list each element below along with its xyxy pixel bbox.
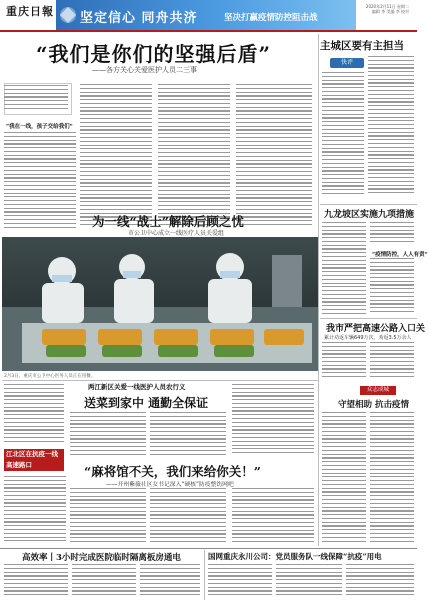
right-rule-1	[320, 204, 417, 205]
column-divider	[318, 34, 319, 546]
bottom-left-col-2	[72, 564, 136, 598]
lead-section-title: “我在一线，孩子交给我们”	[6, 124, 73, 130]
bottom-left-col-3	[140, 564, 200, 598]
bottom-left-headline: 高效率丨3小时完成医院临时隔离板房通电	[22, 553, 181, 563]
lower-deck: ——开州紫薇社区女书记深入“硬核”防疫整饬网吧	[106, 482, 234, 488]
lead-deck: ——各方关心关爱医护人员二三事	[92, 66, 197, 74]
right-head-4: 守望相助 抗击疫情	[338, 400, 409, 410]
masthead	[0, 0, 417, 30]
right-head-2: 九龙坡区实施九项措施	[324, 210, 415, 220]
right-tag: 众志成城	[360, 386, 396, 395]
lead-inset-text	[4, 85, 68, 113]
right-col-b	[368, 56, 414, 200]
right-head-1: 主城区要有主担当	[320, 40, 404, 52]
lead-column-3	[158, 84, 230, 232]
mid-column-1	[4, 384, 64, 444]
lead-column-2	[80, 84, 152, 232]
right-col-d	[370, 258, 414, 316]
lower-column-1	[70, 488, 146, 546]
photo-illustration	[2, 237, 318, 371]
middle-headline: 为一线“战士”解除后顾之忧	[92, 214, 244, 229]
right-quote: “疫情防控，人人有责”	[372, 252, 428, 258]
issue-meta	[366, 4, 409, 14]
right-head-3: 我市严把高速公路入口关	[326, 324, 426, 334]
right-rule-2	[320, 318, 417, 319]
banner-headline: 坚定信心 同舟共济	[80, 11, 198, 26]
banner-subheadline: 坚决打赢疫情防控阻击战	[224, 13, 318, 23]
section-rule	[2, 380, 318, 381]
news-photo	[2, 237, 318, 371]
right-deck-3: 累计劝返车辆649万次，劝返3.5万余人	[324, 335, 412, 341]
lower-headline: “麻将馆不关，我们来给你关！”	[84, 464, 261, 479]
left-tag-text: 江北区在抗疫一线 高速路口	[6, 450, 58, 469]
topic-banner	[56, 0, 356, 30]
issue-date: 2020年2月11日 星期二	[365, 4, 409, 9]
right-col-e	[322, 342, 366, 382]
right-col-a	[322, 72, 364, 200]
mid-column-3	[150, 412, 226, 458]
bottom-right-headline: 国网重庆永川公司：党员服务队一线保障“抗疫”用电	[208, 552, 382, 561]
issue-editors: 编辑 李 美编 李 校对	[371, 9, 409, 14]
bottom-left-col-1	[4, 564, 68, 598]
left-tag	[4, 449, 64, 471]
lead-headline: “我们是你们的坚强后盾”	[36, 42, 272, 66]
mid-headline: 送菜到家中 通勤全保证	[84, 396, 209, 410]
right-col-d-top	[370, 222, 414, 244]
right-col-g	[322, 412, 366, 546]
bottom-divider	[204, 550, 205, 600]
bottom-right-col-1	[208, 564, 272, 598]
middle-deck: 市公卫中心成立一线医疗人员关爱组	[128, 230, 225, 237]
newspaper-logo: 重庆日報	[6, 5, 54, 18]
bottom-right-col-3	[346, 564, 414, 598]
bottom-right-col-2	[276, 564, 342, 598]
lead-column-1	[4, 132, 76, 232]
header-rule	[0, 30, 417, 32]
bottom-rule	[0, 548, 417, 549]
commentary-badge: 快评	[330, 58, 364, 68]
lower-column-2	[150, 488, 226, 546]
mid-subtitle: 两江新区关爱一线医护人员农行义	[88, 383, 186, 391]
left-tag-text-column	[4, 476, 66, 546]
mid-column-4	[232, 384, 314, 458]
right-col-f	[370, 342, 414, 382]
right-col-h	[370, 412, 414, 546]
mid-column-2	[70, 412, 146, 458]
right-col-c	[322, 222, 366, 316]
photo-caption: 2月3日，重庆市公卫中心医务人员正在用餐。	[4, 374, 96, 379]
lower-column-3	[232, 488, 314, 546]
lead-column-4	[236, 84, 312, 232]
